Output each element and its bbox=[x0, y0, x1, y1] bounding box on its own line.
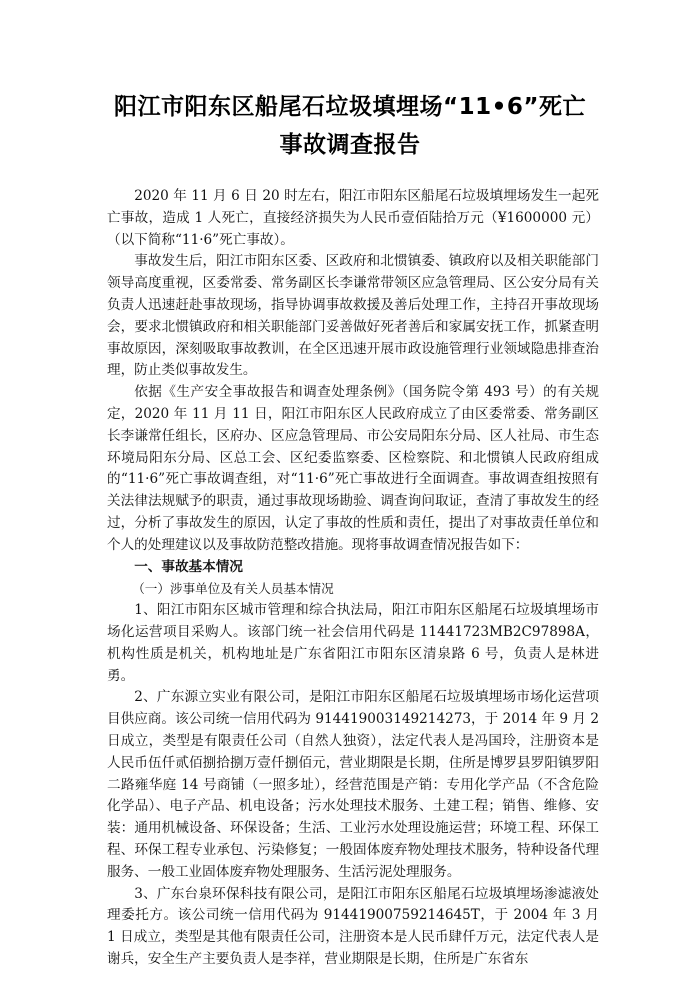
paragraph-unit-2: 2、广东源立实业有限公司，是阳江市阳东区船尾石垃圾填埋场市场化运营项目供应商。该公司统一信用代码为 914419003149214273，于 2014 年 9 月 2 日成立，类型是有限责任公司（自然人独资），法定代表人是冯国玲，注册资本是人民币伍仟贰佰捌拾捌万壹仟捌佰元，营业期限是长期，住所是博罗县罗阳镇罗阳二路雍华庭 14 号商铺（一照多址），经营范围是产销：专用化学产品（不含危险化学品）、电子产品、机电设备；污水处理技术服务、土建工程；销售、维修、安装：通用机械设备、环保设备；生活、工业污水处理设施运营；环境工程、环保工程、环保工程专业承包、污染修复；一般固体废弃物处理技术服务，特种设备代理服务、一般工业固体废弃物处理服务、生活污泥处理服务。 bbox=[107, 689, 599, 880]
paragraph-unit-3: 3、广东台泉环保科技有限公司，是阳江市阳东区船尾石垃圾填埋场渗滤液处理委托方。该公司统一信用代码为 91441900759214645T，于 2004 年 3 月 1 日成立，类型是其他有限责任公司，注册资本是人民币肆仟万元，法定代表人是谢兵，安全生产主要负责人是李祥，营业期限是长期，住所是广东省东 bbox=[107, 885, 599, 967]
report-body bbox=[107, 186, 599, 971]
subsection-heading-involved-units: （一）涉事单位及有关人员基本情况 bbox=[132, 581, 334, 597]
report-title-line-1: 阳江市阳东区船尾石垃圾填埋场“11•6”死亡 bbox=[114, 94, 586, 120]
paragraph-unit-1: 1、阳江市阳东区城市管理和综合执法局，阳江市阳东区船尾石垃圾填埋场市场化运营项目采购人。该部门统一社会信用代码是 11441723MB2C97898A，机构性质是机关，机构地址是广东省阳江市阳东区清泉路 6 号，负责人是林进勇。 bbox=[107, 602, 599, 684]
paragraph-investigation-basis: 依据《生产安全事故报告和调查处理条例》（国务院令第 493 号）的有关规定，2020 年 11 月 11 日，阳江市阳东区人民政府成立了由区委常委、常务副区长李谦常任组长，区府办、区应急管理局、市公安局阳东分局、区人社局、市生态环境局阳东分局、区总工会、区纪委监察委、区检察院、和北惯镇人民政府组成的“11·6”死亡事故调查组，对“11·6”死亡事故进行全面调查。事故调查组按照有关法律法规赋予的职责，通过事故现场勘验、调查询问取证，查清了事故发生的经过，分析了事故发生的原因，认定了事故的性质和责任，提出了对事故责任单位和个人的处理建议以及事故防范整改措施。现将事故调查情况报告如下： bbox=[107, 384, 599, 553]
paragraph-response: 事故发生后，阳江市阳东区委、区政府和北惯镇委、镇政府以及相关职能部门领导高度重视，区委常委、常务副区长李谦常带领区应急管理局、区公安分局有关负责人迅速赶赴事故现场，指导协调事故救援及善后处理工作，主持召开事故现场会，要求北惯镇政府和相关职能部门妥善做好死者善后和家属安抚工作，抓紧查明事故原因，深刻吸取事故教训，在全区迅速开展市政设施管理行业领域隐患排查治理，防止类似事故发生。 bbox=[107, 253, 599, 379]
section-heading-basic-info: 一、事故基本情况 bbox=[134, 558, 243, 575]
report-title-line-2: 事故调查报告 bbox=[279, 132, 421, 158]
paragraph-incident-summary: 2020 年 11 月 6 日 20 时左右，阳江市阳东区船尾石垃圾填埋场发生一起死亡事故，造成 1 人死亡，直接经济损失为人民币壹佰陆拾万元（¥1600000 元）（以下简称“11·6”死亡事故）。 bbox=[107, 188, 599, 248]
